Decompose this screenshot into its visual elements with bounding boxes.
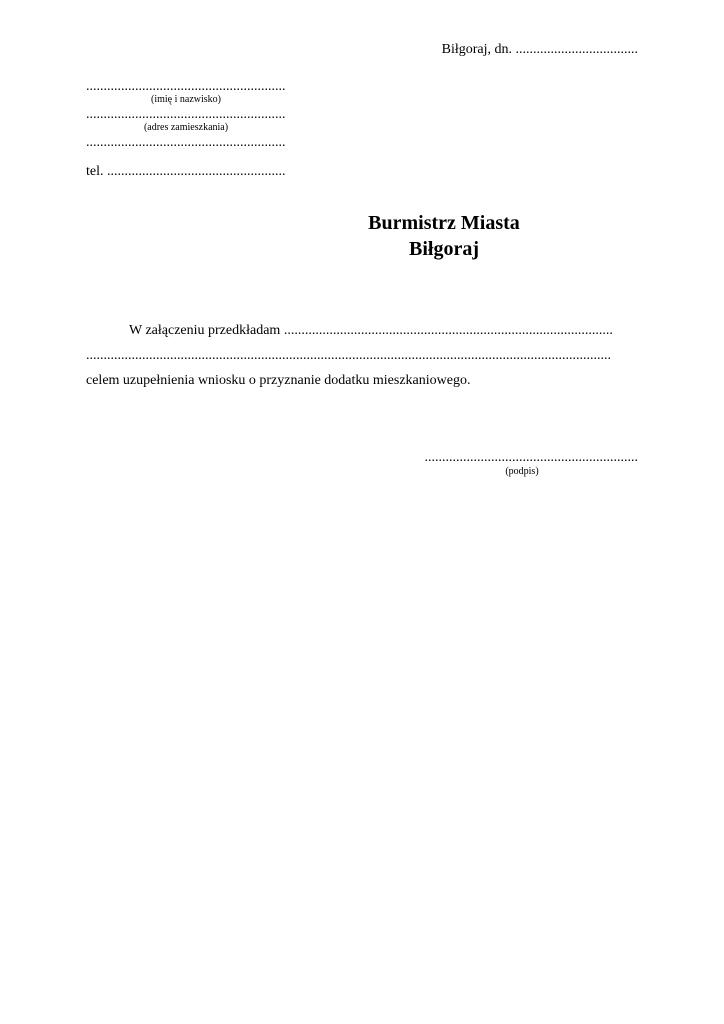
body-line-3: celem uzupełnienia wniosku o przyznanie dodatku mieszkaniowego. [86,373,471,388]
address-dotted-line-2: ......................................................... [86,135,286,150]
body-line-1: W załączeniu przedkładam .............................................................................................. [129,323,613,338]
address-dotted-line-1: ......................................................... [86,107,286,122]
address-caption: (adres zamieszkania) [143,122,229,133]
phone-line: tel. ................................................... [86,164,286,179]
place-date-line: Biłgoraj, dn. ................................... [441,42,638,57]
signature-dotted-line: ............................................................. [424,450,638,465]
name-dotted-line: ......................................................... [86,79,286,94]
name-caption: (imię i nazwisko) [151,94,221,105]
recipient-title: Burmistrz Miasta [368,212,520,234]
signature-caption: (podpis) [505,466,539,477]
body-line-2: ...................................................................................................................................................... [86,348,611,363]
recipient-city: Biłgoraj [409,238,479,260]
